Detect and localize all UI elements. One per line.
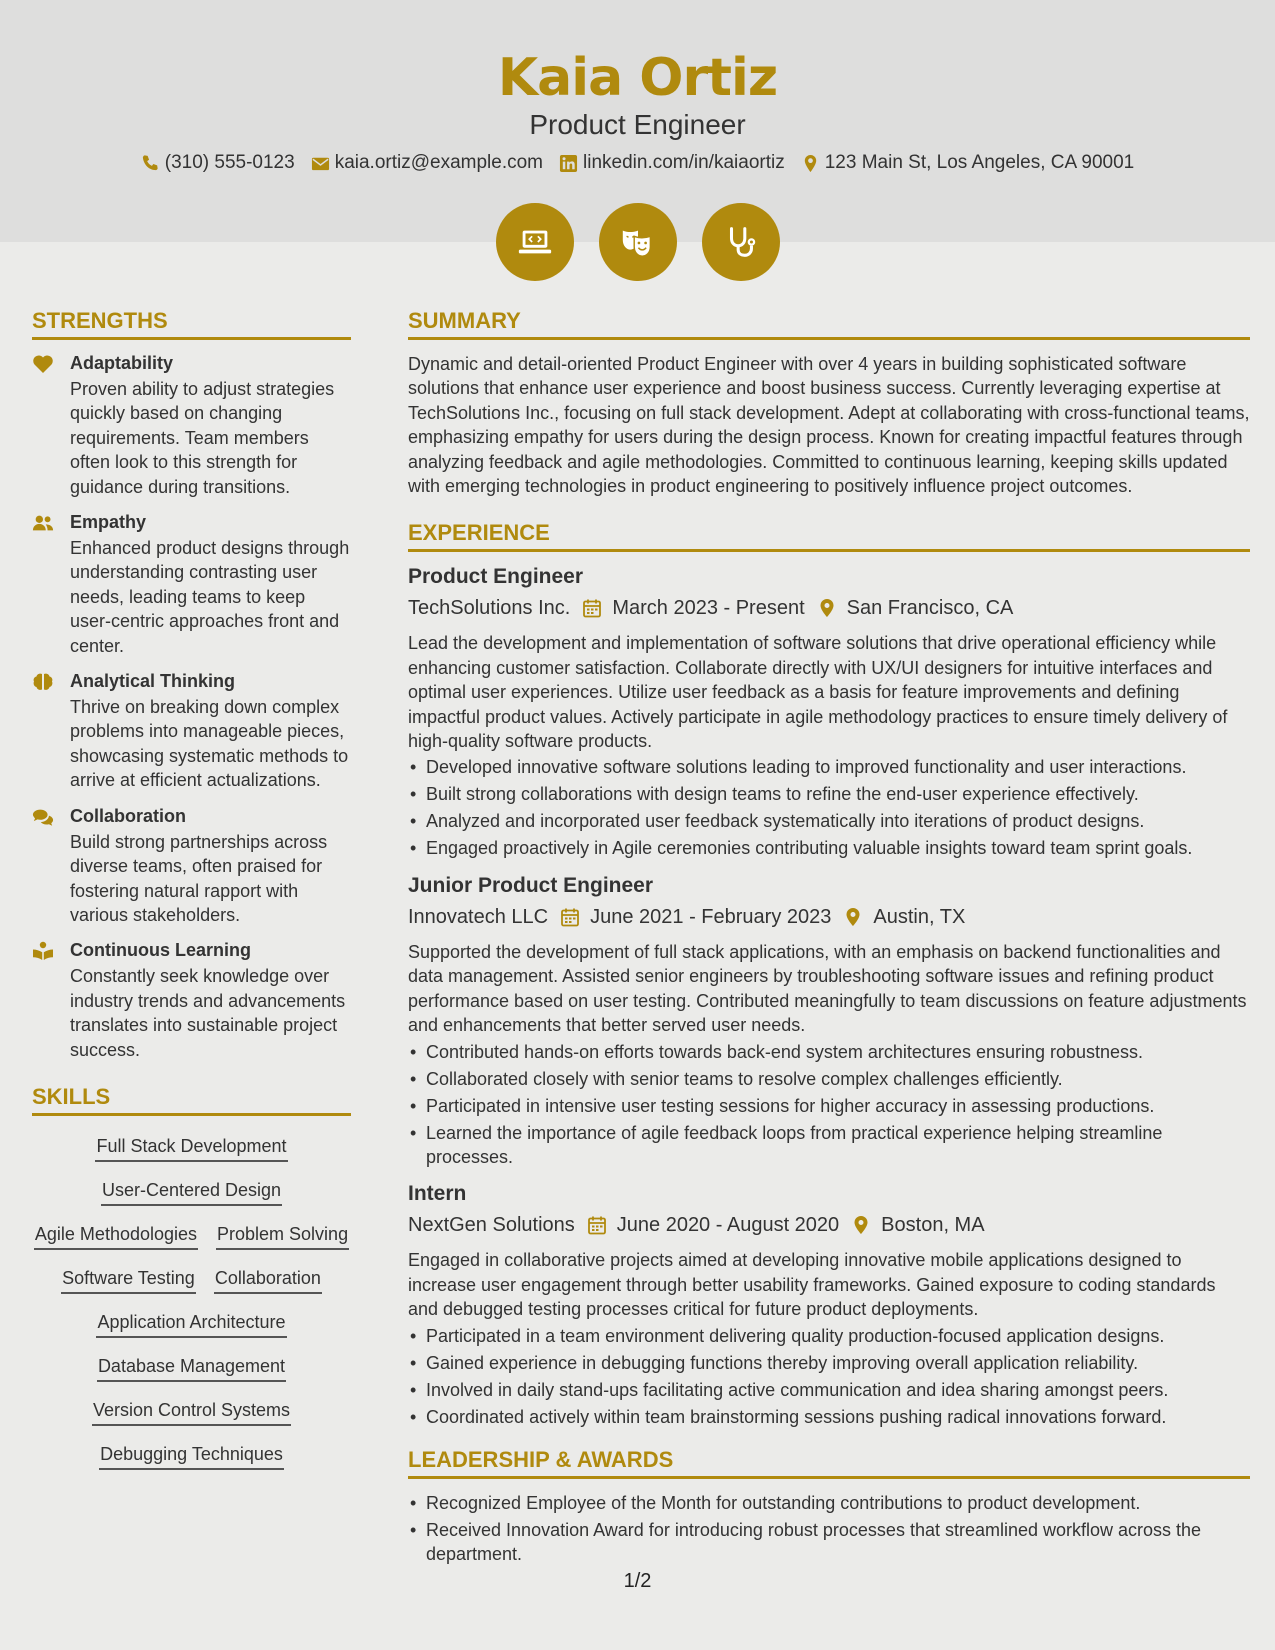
job-dates: March 2023 - Present: [612, 597, 805, 620]
job-description: Lead the development and implementation of software solutions that drive operational efficiency while enhancing customer satisfaction. Collaborate directly with UX/UI designers for intuitive interfaces and optimal user experiences. Utilize user feedback as a basis for feature improvements and defining impactful product values. Actively participate in agile methodology practices to ensure timely delivery of high-quality software products.: [408, 633, 1228, 752]
users-icon: [32, 511, 70, 658]
right-column: [408, 308, 1250, 1569]
phone-text: (310) 555-0123: [164, 152, 295, 173]
job-location: Austin, TX: [873, 905, 966, 928]
job-bullet: • Gained experience in debugging functions thereby improving overall application reliability.: [408, 1351, 1250, 1375]
skill-tag: Problem Solving: [216, 1222, 349, 1250]
linkedin-icon: [559, 154, 578, 173]
strength-item: [32, 511, 351, 658]
job-location: San Francisco, CA: [846, 597, 1014, 620]
skill-tag: Agile Methodologies: [34, 1222, 198, 1250]
skill-tag: Collaboration: [214, 1266, 322, 1294]
candidate-name: Kaia Ortiz: [497, 48, 778, 108]
skill-tag: Full Stack Development: [95, 1134, 287, 1162]
job-entry: [408, 564, 1250, 860]
job-title: Junior Product Engineer: [408, 873, 654, 897]
stethoscope-icon: [722, 223, 760, 261]
skill-tag: Software Testing: [61, 1266, 196, 1294]
job-bullet: • Analyzed and incorporated user feedback systematically into iterations of product designs.: [408, 809, 1250, 833]
job-bullets: [408, 1324, 1250, 1429]
calendar-icon: [582, 598, 602, 618]
strength-name: Collaboration: [70, 805, 186, 826]
left-column: [32, 308, 351, 1470]
job-description: Supported the development of full stack applications, with an emphasis on backend functionalities and data management. Assisted senior engineers by troubleshooting software issues and refining product performance based on user testing. Contributed meaningfully to team discussions on feature adjustments and enhancements that better served user needs.: [408, 941, 1247, 1036]
strengths-heading: STRENGTHS: [32, 308, 351, 340]
strength-desc: Constantly seek knowledge over industry trends and advancements translates into sustainable project success.: [70, 966, 346, 1060]
comments-icon: [32, 805, 70, 928]
strength-item: [32, 352, 351, 499]
strength-name: Adaptability: [70, 353, 174, 373]
contact-bar: [0, 152, 1275, 174]
contact-phone[interactable]: [141, 152, 295, 174]
job-dates: June 2021 - February 2023: [590, 905, 832, 928]
map-pin-icon: [851, 1215, 871, 1235]
skill-tag: Version Control Systems: [92, 1398, 291, 1426]
skill-tag: User-Centered Design: [101, 1178, 282, 1206]
strength-desc: Enhanced product designs through understanding contrasting user needs, leading teams to keep user-centric approaches front and center.: [70, 538, 350, 656]
badge-laptop-code: [496, 203, 574, 281]
strength-name: Continuous Learning: [70, 940, 251, 961]
job-bullets: [408, 755, 1250, 860]
interest-badges: [0, 203, 1275, 281]
map-pin-icon: [817, 598, 837, 618]
strength-name: Empathy: [70, 512, 147, 533]
job-company: Innovatech LLC: [408, 905, 549, 928]
job-meta: [408, 595, 1250, 621]
calendar-icon: [560, 907, 580, 927]
heart-icon: [32, 352, 70, 499]
contact-linkedin[interactable]: [559, 152, 785, 174]
award-item: • Recognized Employee of the Month for outstanding contributions to product development.: [408, 1491, 1250, 1515]
skills-heading: SKILLS: [32, 1084, 351, 1116]
candidate-title: Product Engineer: [529, 109, 746, 140]
job-bullet: • Built strong collaborations with design teams to refine the end-user experience effectively.: [408, 782, 1250, 806]
job-bullet: • Coordinated actively within team brainstorming sessions pushing radical innovations forward.: [408, 1405, 1250, 1429]
contact-email[interactable]: [311, 152, 543, 174]
awards-list: [408, 1491, 1250, 1567]
address-text: 123 Main St, Los Angeles, CA 90001: [824, 152, 1135, 173]
email-text: kaia.ortiz@example.com: [334, 152, 544, 173]
skill-tag: Debugging Techniques: [99, 1442, 284, 1470]
strength-desc: Proven ability to adjust strategies quickly based on changing requirements. Team members often look to this strength for guidance during transitions.: [70, 379, 335, 497]
job-bullet: • Collaborated closely with senior teams to resolve complex challenges efficiently.: [408, 1067, 1250, 1091]
strength-item: [32, 939, 351, 1062]
job-bullet: • Contributed hands-on efforts towards back-end system architectures ensuring robustness.: [408, 1040, 1250, 1064]
job-company: TechSolutions Inc.: [408, 597, 571, 620]
map-pin-icon: [801, 154, 820, 173]
phone-icon: [141, 154, 160, 173]
job-bullet: • Participated in a team environment delivering quality production-focused application designs.: [408, 1324, 1250, 1348]
job-title: Intern: [408, 1182, 467, 1206]
job-meta: [408, 1212, 1250, 1238]
job-dates: June 2020 - August 2020: [616, 1214, 840, 1237]
skill-tag: Database Management: [97, 1354, 286, 1382]
laptop-code-icon: [516, 223, 554, 261]
strength-desc: Build strong partnerships across diverse teams, often praised for fostering natural rapport with various stakeholders.: [70, 831, 328, 925]
job-bullets: [408, 1040, 1250, 1170]
brain-icon: [32, 670, 70, 793]
skills-list: [32, 1134, 351, 1470]
job-bullet: • Developed innovative software solutions leading to improved functionality and user interactions.: [408, 755, 1250, 779]
summary-text: Dynamic and detail-oriented Product Engineer with over 4 years in building sophisticated software solutions that enhance user experience and boost business success. Currently leveraging expertise at TechSolutions Inc., focusing on full stack development. Adept at collaborating with cross-functional teams, emphasizing empathy for users during the design process. Known for creating impactful features through analyzing feedback and agile methodologies. Committed to continuous learning, keeping skills updated with emerging technologies in product engineering to positively influence project outcomes.: [408, 354, 1250, 497]
strength-item: [32, 670, 351, 793]
badge-stethoscope: [702, 203, 780, 281]
job-bullet: • Engaged proactively in Agile ceremonies contributing valuable insights toward team sprint goals.: [408, 836, 1250, 860]
awards-heading: LEADERSHIP & AWARDS: [408, 1447, 1250, 1479]
badge-masks-theater: [599, 203, 677, 281]
strength-item: [32, 805, 351, 928]
book-reader-icon: [32, 939, 70, 1062]
award-item: • Received Innovation Award for introducing robust processes that streamlined workflow across the department.: [408, 1518, 1250, 1567]
page-number: 1/2: [623, 1570, 652, 1592]
job-meta: [408, 904, 1250, 930]
job-title: Product Engineer: [408, 565, 584, 589]
experience-heading: EXPERIENCE: [408, 520, 1250, 552]
map-pin-icon: [843, 907, 863, 927]
job-entry: [408, 1181, 1250, 1429]
calendar-icon: [587, 1215, 607, 1235]
job-bullet: • Learned the importance of agile feedback loops from practical experience helping streamline processes.: [408, 1121, 1250, 1170]
linkedin-text: linkedin.com/in/kaiaortiz: [583, 152, 785, 173]
job-company: NextGen Solutions: [408, 1214, 575, 1237]
envelope-icon: [311, 154, 330, 173]
contact-address[interactable]: [801, 152, 1135, 174]
job-entry: [408, 873, 1250, 1169]
masks-theater-icon: [619, 223, 657, 261]
job-description: Engaged in collaborative projects aimed at developing innovative mobile applications designed to increase user engagement through better usability frameworks. Gained exposure to coding standards and debugged testing processes critical for future product deployments.: [408, 1250, 1216, 1320]
skill-tag: Application Architecture: [96, 1310, 286, 1338]
summary-heading: SUMMARY: [408, 308, 1250, 340]
job-bullet: • Participated in intensive user testing sessions for higher accuracy in assessing productions.: [408, 1094, 1250, 1118]
job-location: Boston, MA: [881, 1214, 985, 1237]
job-bullet: • Involved in daily stand-ups facilitating active communication and idea sharing amongst peers.: [408, 1378, 1250, 1402]
strength-desc: Thrive on breaking down complex problems into manageable pieces, showcasing systematic methods to arrive at efficient actualizations.: [70, 697, 349, 791]
strength-name: Analytical Thinking: [70, 671, 236, 692]
